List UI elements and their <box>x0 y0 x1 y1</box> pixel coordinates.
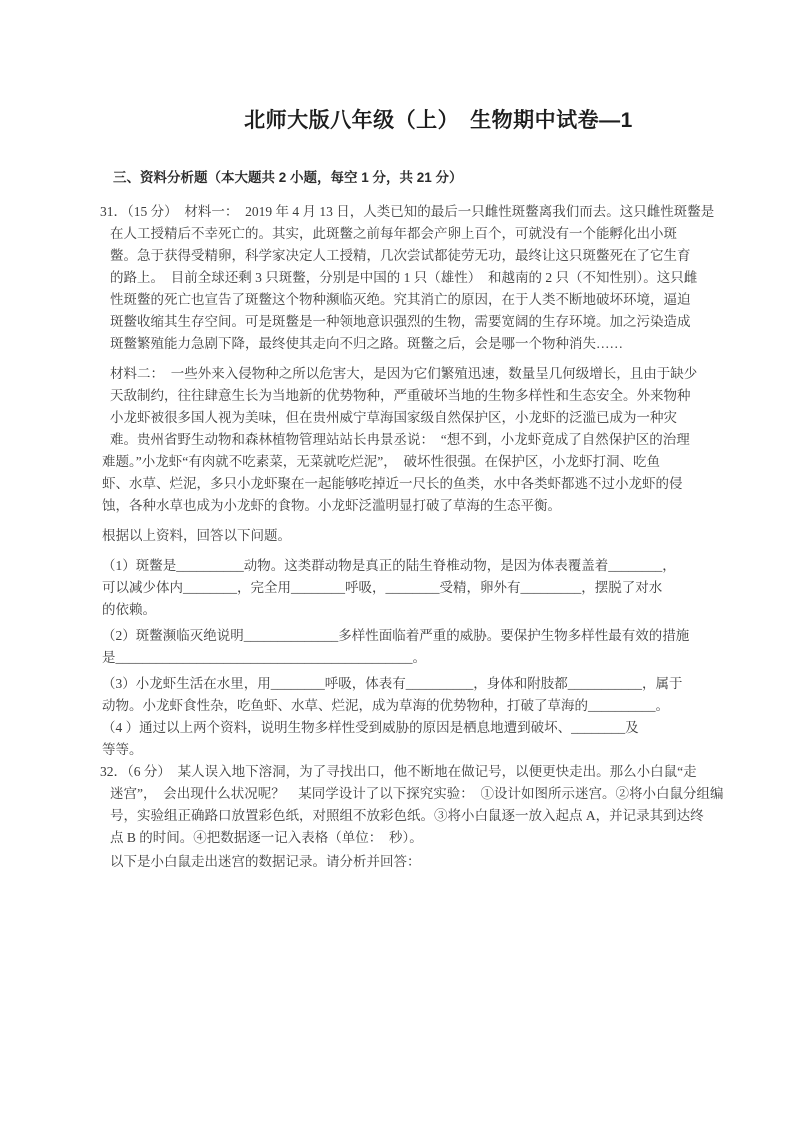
sub-question-3 <box>100 673 712 717</box>
text-line: 的依赖。 <box>102 602 156 617</box>
text-line: 虾、水草、烂泥，多只小龙虾聚在一起能够吃掉近一尺长的鱼类，水中各类虾都逃不过小龙虾的侵 <box>102 476 683 491</box>
material-2 <box>100 363 712 517</box>
text-line: 31．（15 分） 材料一： 2019 年 4 月 13 日，人类已知的最后一只雌性斑鳖离我们而去。这只雌性斑鳖是 <box>100 204 715 219</box>
text-line: 性斑鳖的死亡也宣告了斑鳖这个物种濒临灭绝。究其消亡的原因，在于人类不断地破坏环境，逼迫 <box>110 292 691 307</box>
sub-question-1 <box>100 555 712 621</box>
text-line: 可以减少体内________，完全用________呼吸，________受精，卵外有_________，摆脱了对水 <box>102 580 663 595</box>
question-32 <box>100 761 724 873</box>
text-line: 小龙虾被很多国人视为美味，但在贵州威宁草海国家级自然保护区，小龙虾的泛滥已成为一种灾 <box>110 410 677 425</box>
exam-body <box>100 201 724 873</box>
text-line: 斑鳖收缩其生存空间。可是斑鳖是一种领地意识强烈的生物，需要宽阔的生存环境。加之污染造成 <box>110 314 691 329</box>
text-line: 等等。 <box>102 742 143 757</box>
text-line: 点 B 的时间。④把数据逐一记入表格（单位： 秒）。 <box>110 830 423 845</box>
text-line: （2）斑鳖濒临灭绝说明______________多样性面临着严重的威胁。要保护生物多样性最有效的措施 <box>102 628 690 643</box>
text-line: 的路上。 目前全球还剩 3 只斑鳖，分别是中国的 1 只（雄性） 和越南的 2 只（不知性别）。这只雌 <box>110 270 698 285</box>
text-line: 号，实验组正确路口放置彩色纸，对照组不放彩色纸。③将小白鼠逐一放入起点 A，并记录其到达终 <box>110 808 704 823</box>
text-line: 难题。”小龙虾“有肉就不吃素菜，无菜就吃烂泥”， 破坏性很强。在保护区，小龙虾打洞、吃鱼 <box>102 454 660 469</box>
text-line: 材料二： 一些外来入侵物种之所以危害大，是因为它们繁殖迅速，数量呈几何级增长，且由于缺少 <box>110 366 698 381</box>
sub-question-4 <box>100 717 712 761</box>
section-heading: 三、资料分析题（本大题共 2 小题，每空 1 分，共 21 分） <box>113 170 463 185</box>
question-31 <box>100 201 715 761</box>
sub-question-2 <box>100 625 712 669</box>
text-line: 32．（6 分） 某人误入地下溶洞，为了寻找出口，他不断地在做记号，以便更快走出。那么小白鼠“走 <box>100 764 697 779</box>
text-line: （1）斑鳖是__________动物。这类群动物是真正的陆生脊椎动物，是因为体表覆盖着________， <box>102 558 676 573</box>
text-line: 迷宫”， 会出现什么状况呢？ 某同学设计了以下探究实验： ①设计如图所示迷宫。②将小白鼠分组编 <box>110 786 724 801</box>
question-prompt: 根据以上资料，回答以下问题。 <box>102 528 291 543</box>
text-line: 鳖。急于获得受精卵，科学家决定人工授精，几次尝试都徒劳无功，最终让这只斑鳖死在了它生育 <box>110 248 691 263</box>
text-line: （3）小龙虾生活在水里，用________呼吸，体表有__________，身体和附肢都___________，属于 <box>102 676 683 691</box>
text-line: 动物。小龙虾食性杂，吃鱼虾、水草、烂泥，成为草海的优势物种，打破了草海的__________。 <box>102 698 669 713</box>
text-line: （4 ）通过以上两个资料，说明生物多样性受到威胁的原因是栖息地遭到破坏、________及 <box>102 720 639 735</box>
text-line: 天敌制约，往往肆意生长为当地新的优势物种，严重破坏当地的生物多样性和生态安全。外来物种 <box>110 388 691 403</box>
text-line: 是____________________________________________。 <box>102 650 426 665</box>
material-1 <box>100 201 715 355</box>
text-line: 难。贵州省野生动物和森林植物管理站站长冉景丞说： “想不到，小龙虾竟成了自然保护区的治理 <box>110 432 690 447</box>
text-line: 斑鳖繁殖能力急剧下降，最终使其走向不归之路。斑鳖之后，会是哪一个物种消失…… <box>110 336 623 351</box>
page-title: 北师大版八年级（上） 生物期中试卷—1 <box>244 109 633 132</box>
data-record-note: 以下是小白鼠走出迷宫的数据记录。请分析并回答： <box>110 854 421 869</box>
text-line: 蚀，各种水草也成为小龙虾的食物。小龙虾泛滥明显打破了草海的生态平衡。 <box>102 498 561 513</box>
text-line: 在人工授精后不幸死亡的。其实，此斑鳖之前每年都会产卵上百个，可就没有一个能孵化出小斑 <box>110 226 677 241</box>
